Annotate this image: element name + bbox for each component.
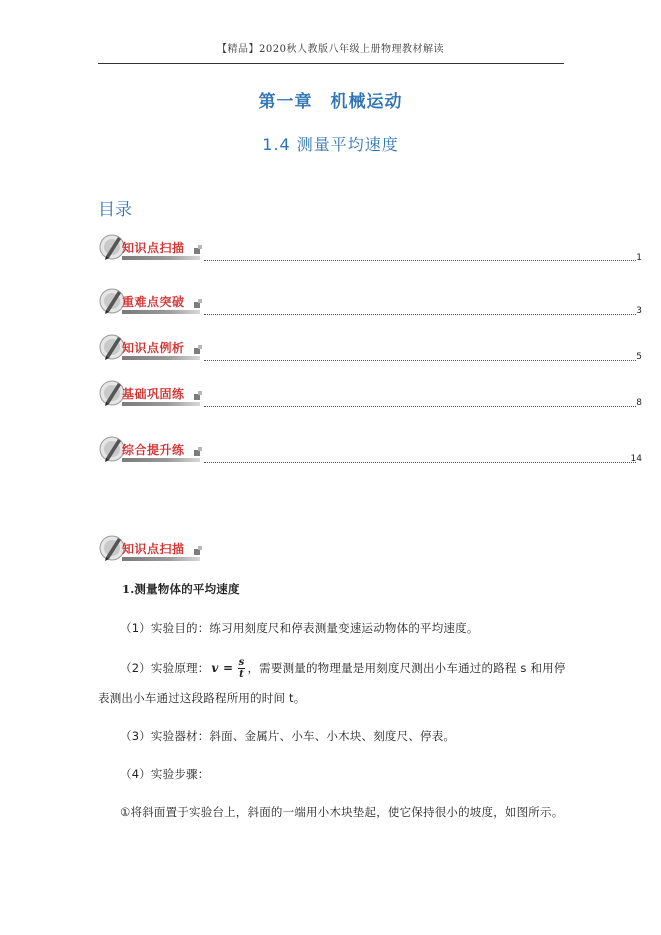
section-title: 1.4 测量平均速度 <box>262 135 399 154</box>
badge-square <box>198 299 202 303</box>
toc-page-number: 14 <box>630 454 642 464</box>
toc-entry-label: 重难点突破 <box>122 295 185 309</box>
header-divider <box>98 63 564 64</box>
badge-square <box>198 245 202 249</box>
formula-denominator: t <box>239 669 244 680</box>
toc-page-number: 8 <box>636 398 642 408</box>
toc-leader <box>204 406 636 407</box>
badge-square <box>198 345 202 349</box>
paragraph-principle-cont: 表测出小车通过这段路程所用的时间 t。 <box>98 691 306 705</box>
principle-prefix: （2）实验原理： <box>120 661 210 675</box>
paragraph-equipment: （3）实验器材：斜面、金属片、小车、小木块、刻度尺、停表。 <box>120 729 456 743</box>
paragraph-purpose: （1）实验目的：练习用刻度尺和停表测量变速运动物体的平均速度。 <box>120 621 479 635</box>
formula-fraction <box>238 657 246 680</box>
toc-entry-label: 知识点例析 <box>122 341 185 355</box>
toc-leader <box>204 462 636 463</box>
toc-entry-label: 基础巩固练 <box>122 387 185 401</box>
section-badge <box>98 537 204 561</box>
formula-numerator: s <box>238 657 245 668</box>
badge-underline <box>122 557 200 561</box>
paragraph-step-1: ①将斜面置于实验台上，斜面的一端用小木块垫起，使它保持很小的坡度，如图所示。 <box>120 805 564 819</box>
toc-entry-badge[interactable] <box>98 290 204 314</box>
formula-lhs: v = <box>211 661 234 675</box>
toc-entry-badge[interactable] <box>98 438 204 462</box>
velocity-formula <box>211 657 245 680</box>
toc-heading: 目录 <box>98 200 132 220</box>
badge-underline <box>122 458 200 462</box>
paragraph-steps: （4）实验步骤： <box>120 767 210 781</box>
toc-entry-badge[interactable] <box>98 382 204 406</box>
chapter-title: 第一章 机械运动 <box>258 92 403 112</box>
badge-underline <box>122 356 200 360</box>
badge-underline <box>122 256 200 260</box>
principle-suffix: ，需要测量的物理量是用刻度尺测出小车通过的路程 s 和用停 <box>247 661 566 675</box>
topic-heading: 1.测量物体的平均速度 <box>122 582 240 596</box>
toc-entry-label: 综合提升练 <box>122 443 185 457</box>
page-header: 【精品】2020秋人教版八年级上册物理教材解读 <box>217 44 444 55</box>
toc-page-number: 5 <box>636 352 642 362</box>
badge-underline <box>122 402 200 406</box>
toc-entry-badge[interactable] <box>98 336 204 360</box>
badge-square <box>198 546 202 550</box>
badge-square <box>198 447 202 451</box>
paragraph-principle <box>120 657 568 680</box>
badge-underline <box>122 310 200 314</box>
badge-square <box>198 391 202 395</box>
toc-entry-badge[interactable] <box>98 236 204 260</box>
section-badge-label: 知识点扫描 <box>122 542 185 556</box>
toc-leader <box>204 260 636 261</box>
toc-page-number: 1 <box>636 253 642 263</box>
toc-entry-label: 知识点扫描 <box>122 241 185 255</box>
toc-leader <box>204 314 636 315</box>
toc-page-number: 3 <box>636 306 642 316</box>
toc-leader <box>204 360 636 361</box>
